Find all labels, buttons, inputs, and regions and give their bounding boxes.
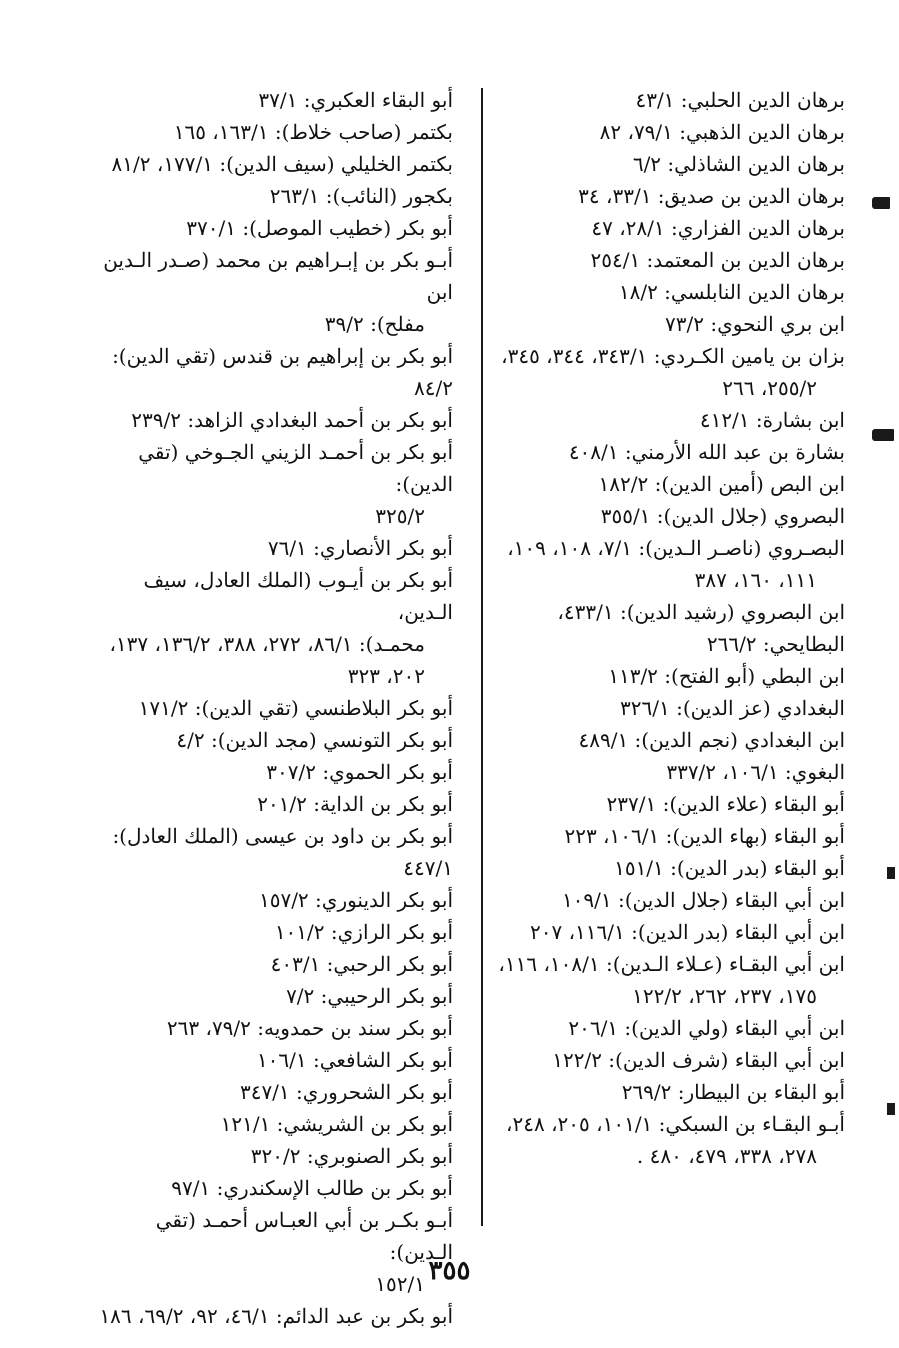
index-entry xyxy=(97,948,453,980)
index-entry-text: ابن بشارة: ٤١٢/١ xyxy=(699,408,845,432)
column-divider xyxy=(481,88,483,1226)
index-entry xyxy=(473,756,845,788)
index-entry-text: ابن أبي البقاء (ولي الدين): ٢٠٦/١ xyxy=(568,1016,845,1040)
index-entry-text: أبو بكر بن عبد الدائم: ٤٦/١، ٩٢، ٦٩/٢، ١٨٦ xyxy=(99,1304,453,1328)
index-entry xyxy=(97,564,453,692)
index-entry-continuation: ١١١، ١٦٠، ٣٨٧ xyxy=(694,568,817,592)
index-entry-text: أبو البقاء (علاء الدين): ٢٣٧/١ xyxy=(606,792,845,816)
index-entry-text: أبـو بكر بن إبـراهيم بن محمد (صـدر الـدين ابن xyxy=(103,248,453,304)
index-entry-continuation: ١٧٥، ٢٣٧، ٢٦٢، ١٢٢/٢ xyxy=(632,984,817,1008)
index-entry xyxy=(97,244,453,340)
index-entry-text: بكجور (النائب): ٢٦٣/١ xyxy=(269,184,453,208)
index-entry xyxy=(473,148,845,180)
index-entry-text: بكتمر (صاحب خلاط): ١٦٣/١، ١٦٥ xyxy=(173,120,453,144)
index-entry-text: بشارة بن عبد الله الأرمني: ٤٠٨/١ xyxy=(568,440,845,464)
index-entry-text: أبو بكر البلاطنسي (تقي الدين): ١٧١/٢ xyxy=(138,696,453,720)
index-entry xyxy=(97,532,453,564)
index-entry xyxy=(473,852,845,884)
index-entry-text: أبو بكر سند بن حمدويه: ٧٩/٢، ٢٦٣ xyxy=(166,1016,453,1040)
index-entry xyxy=(473,1012,845,1044)
index-entry-text: أبو بكر الرحيبي: ٧/٢ xyxy=(286,984,453,1008)
index-entry-text: ابن بري النحوي: ٧٣/٢ xyxy=(665,312,845,336)
index-entry-continuation: محمـد): ٨٦/١، ٢٧٢، ٣٨٨، ١٣٦/٢، ١٣٧، ٢٠٢، ٣٢٣ xyxy=(109,632,425,688)
index-entry-text: أبـو بكـر بن أبي العبـاس أحمـد (تقي الـدين): xyxy=(155,1208,453,1264)
index-entry xyxy=(473,500,845,532)
index-entry xyxy=(473,884,845,916)
index-entry xyxy=(473,308,845,340)
index-entry xyxy=(97,916,453,948)
index-entry-text: أبو بكر بن طالب الإسكندري: ٩٧/١ xyxy=(171,1176,453,1200)
index-entry-text: أبو بكر الشحروري: ٣٤٧/١ xyxy=(239,1080,453,1104)
index-entry-text: البطايحي: ٢٦٦/٢ xyxy=(706,632,845,656)
index-entry xyxy=(473,532,845,596)
index-entry xyxy=(473,660,845,692)
index-entry-text: ابن البص (أمين الدين): ١٨٢/٢ xyxy=(598,472,845,496)
index-entry-text: أبو البقاء بن البيطار: ٢٦٩/٢ xyxy=(621,1080,845,1104)
index-entry xyxy=(473,436,845,468)
index-entry-text: ابن أبي البقاء (جلال الدين): ١٠٩/١ xyxy=(561,888,845,912)
page-number: ٣٥٥ xyxy=(428,1256,471,1286)
index-entry-text: أبـو البقـاء بن السبكي: ١٠١/١، ٢٠٥، ٢٤٨، xyxy=(506,1112,845,1136)
index-entry xyxy=(97,788,453,820)
index-column-right xyxy=(473,84,845,1172)
index-entry-text: بكتمر الخليلي (سيف الدين): ١٧٧/١، ٨١/٢ xyxy=(111,152,453,176)
index-entry-text: ابن البصروي (رشيد الدين): ٤٣٣/١، xyxy=(557,600,845,624)
index-entry-continuation: ٢٧٨، ٣٣٨، ٤٧٩، ٤٨٠ . xyxy=(636,1144,817,1168)
index-entry xyxy=(97,404,453,436)
index-entry xyxy=(97,1044,453,1076)
index-entry-continuation: ٣٢٥/٢ xyxy=(375,504,425,528)
index-entry-text: أبو بكر بن إبراهيم بن قندس (تقي الدين): ٨٤/٢ xyxy=(112,344,453,400)
index-entry-text: أبو بكر الدينوري: ١٥٧/٢ xyxy=(258,888,453,912)
index-entry xyxy=(97,1108,453,1140)
index-entry xyxy=(97,212,453,244)
index-entry xyxy=(97,1076,453,1108)
index-entry xyxy=(97,1300,453,1332)
index-entry-text: أبو بكر بن داود بن عيسى (الملك العادل): ٤٤٧/١ xyxy=(112,824,453,880)
index-entry-text: أبو البقاء (بهاء الدين): ١٠٦/١، ٢٢٣ xyxy=(564,824,845,848)
index-entry xyxy=(97,1172,453,1204)
index-entry xyxy=(473,596,845,628)
index-entry xyxy=(473,820,845,852)
index-entry-text: ابن البطي (أبو الفتح): ١١٣/٢ xyxy=(608,664,845,688)
index-entry xyxy=(97,692,453,724)
margin-ink-mark xyxy=(887,867,895,879)
index-entry-text: برهان الدين النابلسي: ١٨/٢ xyxy=(618,280,845,304)
index-entry-text: أبو بكر الحموي: ٣٠٧/٢ xyxy=(266,760,453,784)
index-entry-text: برهان الدين الشاذلي: ٦/٢ xyxy=(632,152,845,176)
index-entry xyxy=(97,84,453,116)
index-entry-text: ابن أبي البقـاء (عـلاء الـدين): ١٠٨/١، ١١٦، xyxy=(498,952,845,976)
index-entry-text: أبو بكر الشافعي: ١٠٦/١ xyxy=(256,1048,453,1072)
index-entry xyxy=(473,404,845,436)
index-entry-text: برهان الدين الفزاري: ٢٨/١، ٤٧ xyxy=(591,216,845,240)
index-entry xyxy=(97,116,453,148)
index-entry-text: أبو بكر بن الداية: ٢٠١/٢ xyxy=(257,792,453,816)
index-entry-continuation: ٢٥٥/٢، ٢٦٦ xyxy=(722,376,817,400)
index-entry xyxy=(97,148,453,180)
index-entry xyxy=(473,468,845,500)
index-entry-text: أبو بكر بن أيـوب (الملك العادل، سيف الـدين، xyxy=(143,568,453,624)
index-entry-text: برهان الدين بن صديق: ٣٣/١، ٣٤ xyxy=(578,184,845,208)
index-entry xyxy=(473,244,845,276)
index-entry-text: ابن أبي البقاء (بدر الدين): ١١٦/١، ٢٠٧ xyxy=(530,920,845,944)
index-entry-text: أبو بكر التونسي (مجد الدين): ٤/٢ xyxy=(176,728,453,752)
index-entry-text: أبو بكر بن أحمد البغدادي الزاهد: ٢٣٩/٢ xyxy=(131,408,453,432)
index-entry xyxy=(473,116,845,148)
index-entry xyxy=(473,788,845,820)
index-entry-text: أبو بكر الرازي: ١٠١/٢ xyxy=(274,920,453,944)
index-entry-text: أبو بكر بن الشريشي: ١٢١/١ xyxy=(220,1112,453,1136)
index-entry xyxy=(97,820,453,884)
index-entry xyxy=(97,884,453,916)
index-entry-continuation: ١٥٢/١ xyxy=(375,1272,425,1296)
index-entry-text: أبو بكر بن أحمـد الزيني الجـوخي (تقي الدين): xyxy=(138,440,453,496)
index-entry xyxy=(473,1044,845,1076)
index-entry-text: أبو بكر الأنصاري: ٧٦/١ xyxy=(267,536,453,560)
index-entry xyxy=(97,1012,453,1044)
index-entry-text: أبو البقاء العكبري: ٣٧/١ xyxy=(258,88,453,112)
index-entry xyxy=(473,1076,845,1108)
index-entry-text: أبو بكر الرحبي: ٤٠٣/١ xyxy=(270,952,453,976)
index-entry xyxy=(97,436,453,532)
index-entry xyxy=(473,84,845,116)
margin-ink-mark xyxy=(872,197,890,209)
index-entry-text: بزان بن يامين الكـردي: ٣٤٣/١، ٣٤٤، ٣٤٥، xyxy=(501,344,845,368)
index-entry xyxy=(97,180,453,212)
index-entry xyxy=(473,212,845,244)
index-entry xyxy=(473,724,845,756)
index-entry xyxy=(473,1108,845,1172)
index-entry-text: أبو البقاء (بدر الدين): ١٥١/١ xyxy=(614,856,845,880)
index-entry-text: أبو بكر الصنوبري: ٣٢٠/٢ xyxy=(250,1144,453,1168)
index-entry xyxy=(97,980,453,1012)
index-entry-text: البصـروي (ناصـر الـدين): ٧/١، ١٠٨، ١٠٩، xyxy=(507,536,845,560)
index-entry-text: البغدادي (عز الدين): ٣٢٦/١ xyxy=(620,696,845,720)
margin-ink-mark xyxy=(887,1103,895,1115)
index-entry xyxy=(473,628,845,660)
index-entry xyxy=(97,1140,453,1172)
index-entry-text: أبو بكر (خطيب الموصل): ٣٧٠/١ xyxy=(186,216,453,240)
index-entry-text: البصروي (جلال الدين): ٣٥٥/١ xyxy=(600,504,845,528)
index-entry xyxy=(473,692,845,724)
index-entry-text: البغوي: ١٠٦/١، ٣٣٧/٢ xyxy=(666,760,845,784)
index-entry-text: برهان الدين بن المعتمد: ٢٥٤/١ xyxy=(590,248,845,272)
index-entry xyxy=(473,276,845,308)
index-entry-text: برهان الدين الحلبي: ٤٣/١ xyxy=(635,88,845,112)
index-entry xyxy=(97,340,453,404)
index-entry xyxy=(97,756,453,788)
index-entry-text: ابن أبي البقاء (شرف الدين): ١٢٢/٢ xyxy=(552,1048,845,1072)
index-entry-continuation: مفلح): ٣٩/٢ xyxy=(324,312,425,336)
index-entry xyxy=(473,916,845,948)
index-column-left xyxy=(97,84,453,1332)
index-entry xyxy=(473,340,845,404)
index-entry xyxy=(97,724,453,756)
index-entry xyxy=(473,948,845,1012)
index-entry-text: ابن البغدادي (نجم الدين): ٤٨٩/١ xyxy=(578,728,845,752)
index-entry xyxy=(473,180,845,212)
margin-ink-mark xyxy=(872,429,894,441)
index-entry-text: برهان الدين الذهبي: ٧٩/١، ٨٢ xyxy=(599,120,845,144)
